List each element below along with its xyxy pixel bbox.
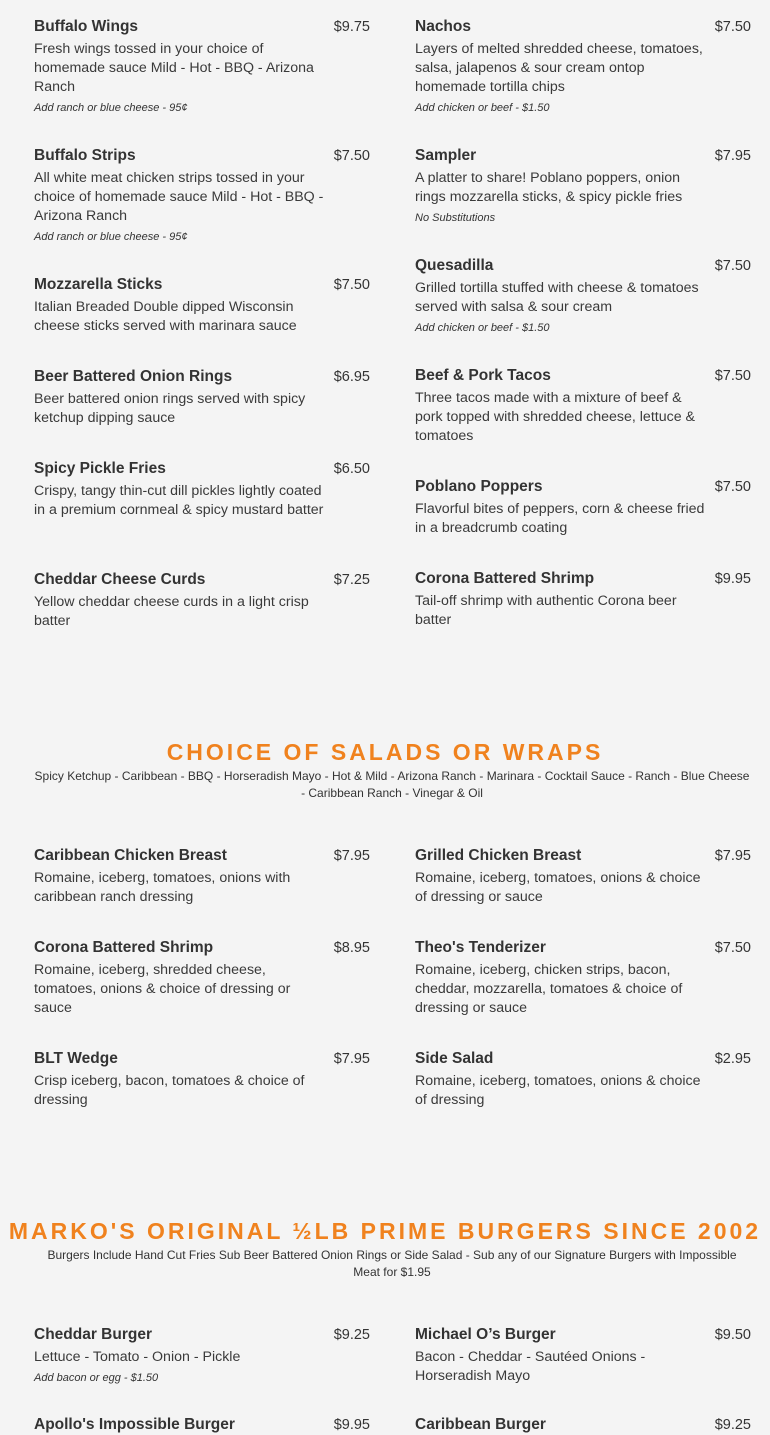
item-price: $6.95 <box>333 369 370 385</box>
item-price: $7.50 <box>714 19 751 35</box>
item-description: Layers of melted shredded cheese, tomatoes, salsa, jalapenos & sour cream ontop homemade tortilla chips <box>415 41 703 95</box>
item-name: Grilled Chicken Breast <box>415 847 582 864</box>
item-description: Beer battered onion rings served with spicy ketchup dipping sauce <box>34 391 306 426</box>
item-price: $7.50 <box>714 368 751 384</box>
item-name: Corona Battered Shrimp <box>415 570 595 587</box>
item-note: Add ranch or blue cheese - 95¢ <box>34 102 188 114</box>
item-name: Caribbean Burger <box>415 1416 546 1433</box>
item-price: $9.95 <box>714 571 751 587</box>
item-price: $9.25 <box>714 1417 751 1433</box>
item-note: Add chicken or beef - $1.50 <box>415 322 550 334</box>
item-name: Michael O’s Burger <box>415 1326 556 1343</box>
item-price: $8.95 <box>333 940 370 956</box>
item-price: $9.75 <box>333 19 370 35</box>
item-name: Mozzarella Sticks <box>34 276 163 293</box>
item-description: Grilled tortilla stuffed with cheese & tomatoes served with salsa & sour cream <box>415 280 699 315</box>
item-description: Romaine, iceberg, tomatoes, onions & choice of dressing <box>415 1073 701 1108</box>
item-name: Cheddar Burger <box>34 1326 152 1343</box>
item-name: Poblano Poppers <box>415 478 543 495</box>
item-price: $6.50 <box>333 461 370 477</box>
item-name: Caribbean Chicken Breast <box>34 847 227 864</box>
item-description: Romaine, iceberg, tomatoes, onions with caribbean ranch dressing <box>34 870 291 905</box>
item-price: $7.50 <box>714 258 751 274</box>
item-description: Lettuce - Tomato - Onion - Pickle <box>34 1349 241 1365</box>
item-name: Cheddar Cheese Curds <box>34 571 206 588</box>
burgers-section-subtitle: Burgers Include Hand Cut Fries Sub Beer Battered Onion Rings or Side Salad - Sub any of our Signature Burgers with Impossible Meat for $1.95 <box>47 1248 737 1279</box>
item-description: Romaine, iceberg, shredded cheese, tomatoes, onions & choice of dressing or sauce <box>34 962 291 1016</box>
item-name: BLT Wedge <box>34 1050 118 1067</box>
item-description: Tail-off shrimp with authentic Corona beer batter <box>415 593 677 628</box>
item-description: All white meat chicken strips tossed in your choice of homemade sauce Mild - Hot - BBQ - Arizona Ranch <box>34 170 324 224</box>
item-description: Crispy, tangy thin-cut dill pickles lightly coated in a premium cornmeal & spicy mustard batter <box>34 483 324 518</box>
item-price: $9.50 <box>714 1327 751 1343</box>
item-price: $7.95 <box>714 148 751 164</box>
item-note: Add ranch or blue cheese - 95¢ <box>34 231 188 243</box>
item-name: Quesadilla <box>415 257 494 274</box>
item-description: Flavorful bites of peppers, corn & cheese fried in a breadcrumb coating <box>415 501 705 536</box>
item-price: $7.95 <box>333 848 370 864</box>
item-name: Beef & Pork Tacos <box>415 367 551 384</box>
item-name: Beer Battered Onion Rings <box>34 368 233 385</box>
item-price: $7.95 <box>714 848 751 864</box>
item-description: Fresh wings tossed in your choice of homemade sauce Mild - Hot - BBQ - Arizona Ranch <box>34 41 314 95</box>
item-description: Italian Breaded Double dipped Wisconsin cheese sticks served with marinara sauce <box>34 299 297 334</box>
item-description: Three tacos made with a mixture of beef & pork topped with shredded cheese, lettuce & tomatoes <box>415 390 695 444</box>
item-description: Bacon - Cheddar - Sautéed Onions - Horseradish Mayo <box>415 1349 646 1384</box>
item-description: Crisp iceberg, bacon, tomatoes & choice of dressing <box>34 1073 305 1108</box>
item-name: Spicy Pickle Fries <box>34 460 166 477</box>
item-note: Add bacon or egg - $1.50 <box>34 1372 159 1384</box>
item-price: $7.50 <box>333 148 370 164</box>
item-note: No Substitutions <box>415 212 496 224</box>
item-description: Yellow cheddar cheese curds in a light crisp batter <box>34 594 309 629</box>
item-price: $7.50 <box>333 277 370 293</box>
item-price: $7.50 <box>714 479 751 495</box>
item-name: Apollo's Impossible Burger <box>34 1416 235 1433</box>
item-name: Buffalo Wings <box>34 18 139 35</box>
item-description: Romaine, iceberg, chicken strips, bacon, cheddar, mozzarella, tomatoes & choice of dressing or sauce <box>415 962 683 1016</box>
item-price: $9.25 <box>333 1327 370 1343</box>
item-name: Corona Battered Shrimp <box>34 939 214 956</box>
item-name: Theo's Tenderizer <box>415 939 546 956</box>
salads-section-title: CHOICE OF SALADS OR WRAPS <box>166 739 604 765</box>
item-price: $7.25 <box>333 572 370 588</box>
item-description: A platter to share! Poblano poppers, onion rings mozzarella sticks, & spicy pickle fries <box>415 170 683 205</box>
item-note: Add chicken or beef - $1.50 <box>415 102 550 114</box>
item-name: Sampler <box>415 147 477 164</box>
item-description: Romaine, iceberg, tomatoes, onions & choice of dressing or sauce <box>415 870 701 905</box>
item-price: $2.95 <box>714 1051 751 1067</box>
salads-section-subtitle: Spicy Ketchup - Caribbean - BBQ - Horseradish Mayo - Hot & Mild - Arizona Ranch - Marinara - Cocktail Sauce - Ranch - Blue Cheese - Caribbean Ranch - Vinegar & Oil <box>34 769 750 800</box>
item-name: Side Salad <box>415 1050 494 1067</box>
item-price: $7.50 <box>714 940 751 956</box>
item-name: Buffalo Strips <box>34 147 136 164</box>
item-price: $7.95 <box>333 1051 370 1067</box>
item-name: Nachos <box>415 18 471 35</box>
burgers-section-title: MARKO'S ORIGINAL ½LB PRIME BURGERS SINCE 2002 <box>8 1218 762 1244</box>
item-price: $9.95 <box>333 1417 370 1433</box>
